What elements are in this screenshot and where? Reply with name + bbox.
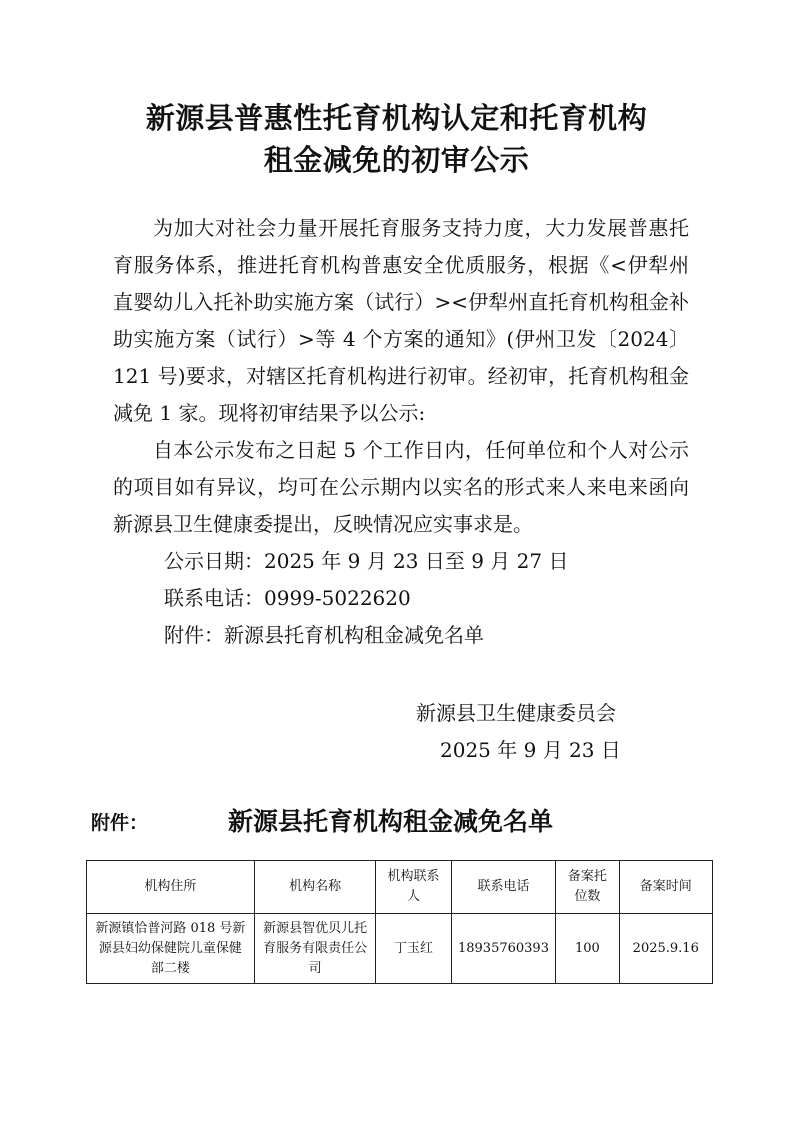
header-registered-date: 备案时间 [619,861,712,914]
header-institution-name: 机构名称 [254,861,376,914]
header-contact-person: 机构联系人 [376,861,451,914]
cell-institution-name: 新源县智优贝儿托育服务有限责任公司 [254,914,376,984]
contact-phone-line: 联系电话：0999-5022620 [164,586,411,610]
header-phone: 联系电话 [451,861,555,914]
appendix-title: 新源县托育机构租金减免名单 [228,807,554,836]
rent-reduction-table [86,860,713,984]
header-address: 机构住所 [87,861,255,914]
table-row [87,914,713,984]
notice-title-line-2: 租金减免的初审公示 [263,143,530,177]
attachment-line: 附件：新源县托育机构租金减免名单 [164,623,484,647]
cell-phone: 18935760393 [451,914,555,984]
cell-contact-person: 丁玉红 [376,914,451,984]
appendix-label: 附件： [91,812,149,834]
cell-address: 新源镇恰普河路 018 号新源县妇幼保健院儿童保健部二楼 [87,914,255,984]
header-registered-places: 备案托位数 [556,861,619,914]
table-header-row [87,861,713,914]
signature-organization: 新源县卫生健康委员会 [416,701,616,725]
notice-title-line-1: 新源县普惠性托育机构认定和托育机构 [145,101,648,135]
cell-registered-date: 2025.9.16 [619,914,712,984]
notice-date-line: 公示日期：2025 年 9 月 23 日至 9 月 27 日 [164,549,569,573]
cell-registered-places: 100 [556,914,619,984]
signature-date: 2025 年 9 月 23 日 [440,738,621,762]
body-paragraph-1: 为加大对社会力量开展托育服务支持力度，大力发展普惠托育服务体系，推进托育机构普惠安全优质服务，根据《<伊犁州直婴幼儿入托补助实施方案（试行）><伊犁州直托育机构租金补助实施方案（试行）>等 4 个方案的通知》(伊州卫发〔2024〕121 号)要求，对辖区托育机构进行初审。经初审，托育机构租金减免 1 家。现将初审结果予以公示: [113,216,689,425]
body-paragraph-2: 自本公示发布之日起 5 个工作日内，任何单位和个人对公示的项目如有异议，均可在公示期内以实名的形式来人来电来函向新源县卫生健康委提出，反映情况应实事求是。 [113,438,689,536]
